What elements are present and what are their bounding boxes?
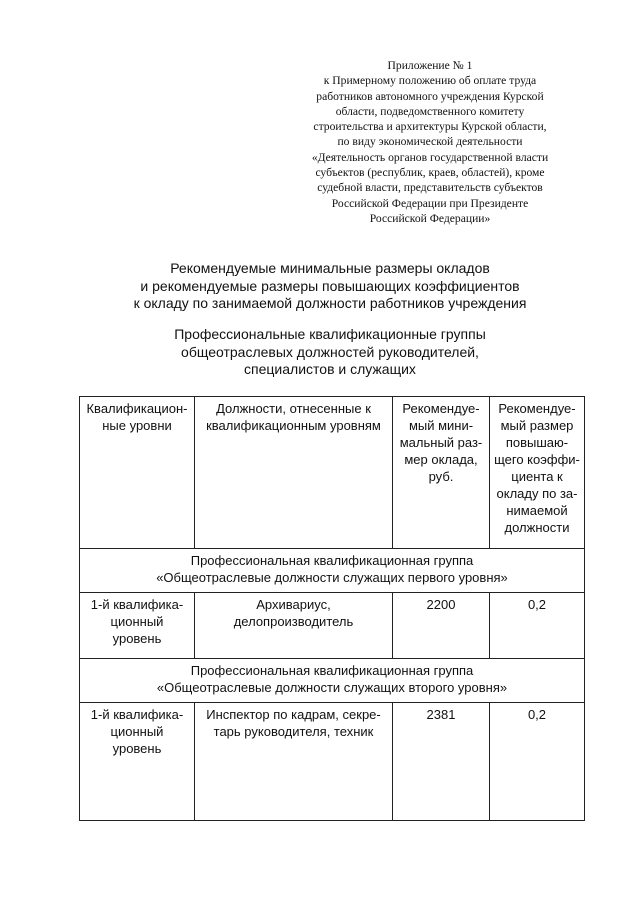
table-header-row [80,397,585,549]
subtitle-line: Профессиональные квалификационные группы [174,326,486,342]
appendix-line: судебной власти, представительств субъектов [317,181,543,195]
salary-table [79,396,585,821]
title-line: Рекомендуемые минимальные размеры окладов [170,260,490,276]
header-qualification-levels: Квалификацион- ные уровни [80,397,195,549]
group-title-row [80,659,585,703]
qualification-level-cell: 1-й квалифика- ционный уровень [80,703,195,821]
title-line: к окладу по занимаемой должности работников учреждения [133,295,527,311]
appendix-line: субъектов (республик, краев, областей), кроме [315,166,545,180]
header-coefficient: Рекомендуе- мый размер повышаю- щего коэффи- циента к окладу по за- нимаемой должности [490,397,585,549]
qualification-level-cell: 1-й квалифика- ционный уровень [80,593,195,659]
appendix-line: к Примерному положению об оплате труда [323,74,537,88]
appendix-line: Российской Федерации» [369,211,491,225]
salary-cell: 2381 [393,703,490,821]
appendix-line: работников автономного учреждения Курской [316,89,544,103]
header-positions: Должности, отнесенные к квалификационным уровням [195,397,393,549]
positions-cell: Архивариус, делопроизводитель [195,593,393,659]
appendix-line: области, подведомственного комитету [335,104,525,118]
appendix-line: по виду экономической деятельности [337,135,523,149]
group-title: Профессиональная квалификационная группа «Общеотраслевые должности служащих второго уровня» [80,659,585,703]
appendix-line: Российской Федерации при Президенте [331,196,529,210]
group-title: Профессиональная квалификационная группа «Общеотраслевые должности служащих первого уровня» [80,549,585,593]
title-line: и рекомендуемые размеры повышающих коэффициентов [140,277,520,294]
document-subtitle [60,326,600,379]
subtitle-line: специалистов и служащих [244,361,416,377]
document-title [60,260,600,313]
appendix-line: строительства и архитектуры Курской области, [313,120,547,134]
subtitle-line: общеотраслевых должностей руководителей, [181,343,479,360]
header-min-salary: Рекомендуе- мый мини- мальный раз- мер оклада, руб. [393,397,490,549]
salary-cell: 2200 [393,593,490,659]
appendix-line: Приложение № 1 [387,59,473,72]
table-row [80,703,585,821]
table-row [80,593,585,659]
appendix-note [290,58,570,226]
positions-cell: Инспектор по кадрам, секре- тарь руководителя, техник [195,703,393,821]
group-title-row [80,549,585,593]
appendix-line: «Деятельность органов государственной власти [311,150,549,164]
coefficient-cell: 0,2 [490,593,585,659]
coefficient-cell: 0,2 [490,703,585,821]
